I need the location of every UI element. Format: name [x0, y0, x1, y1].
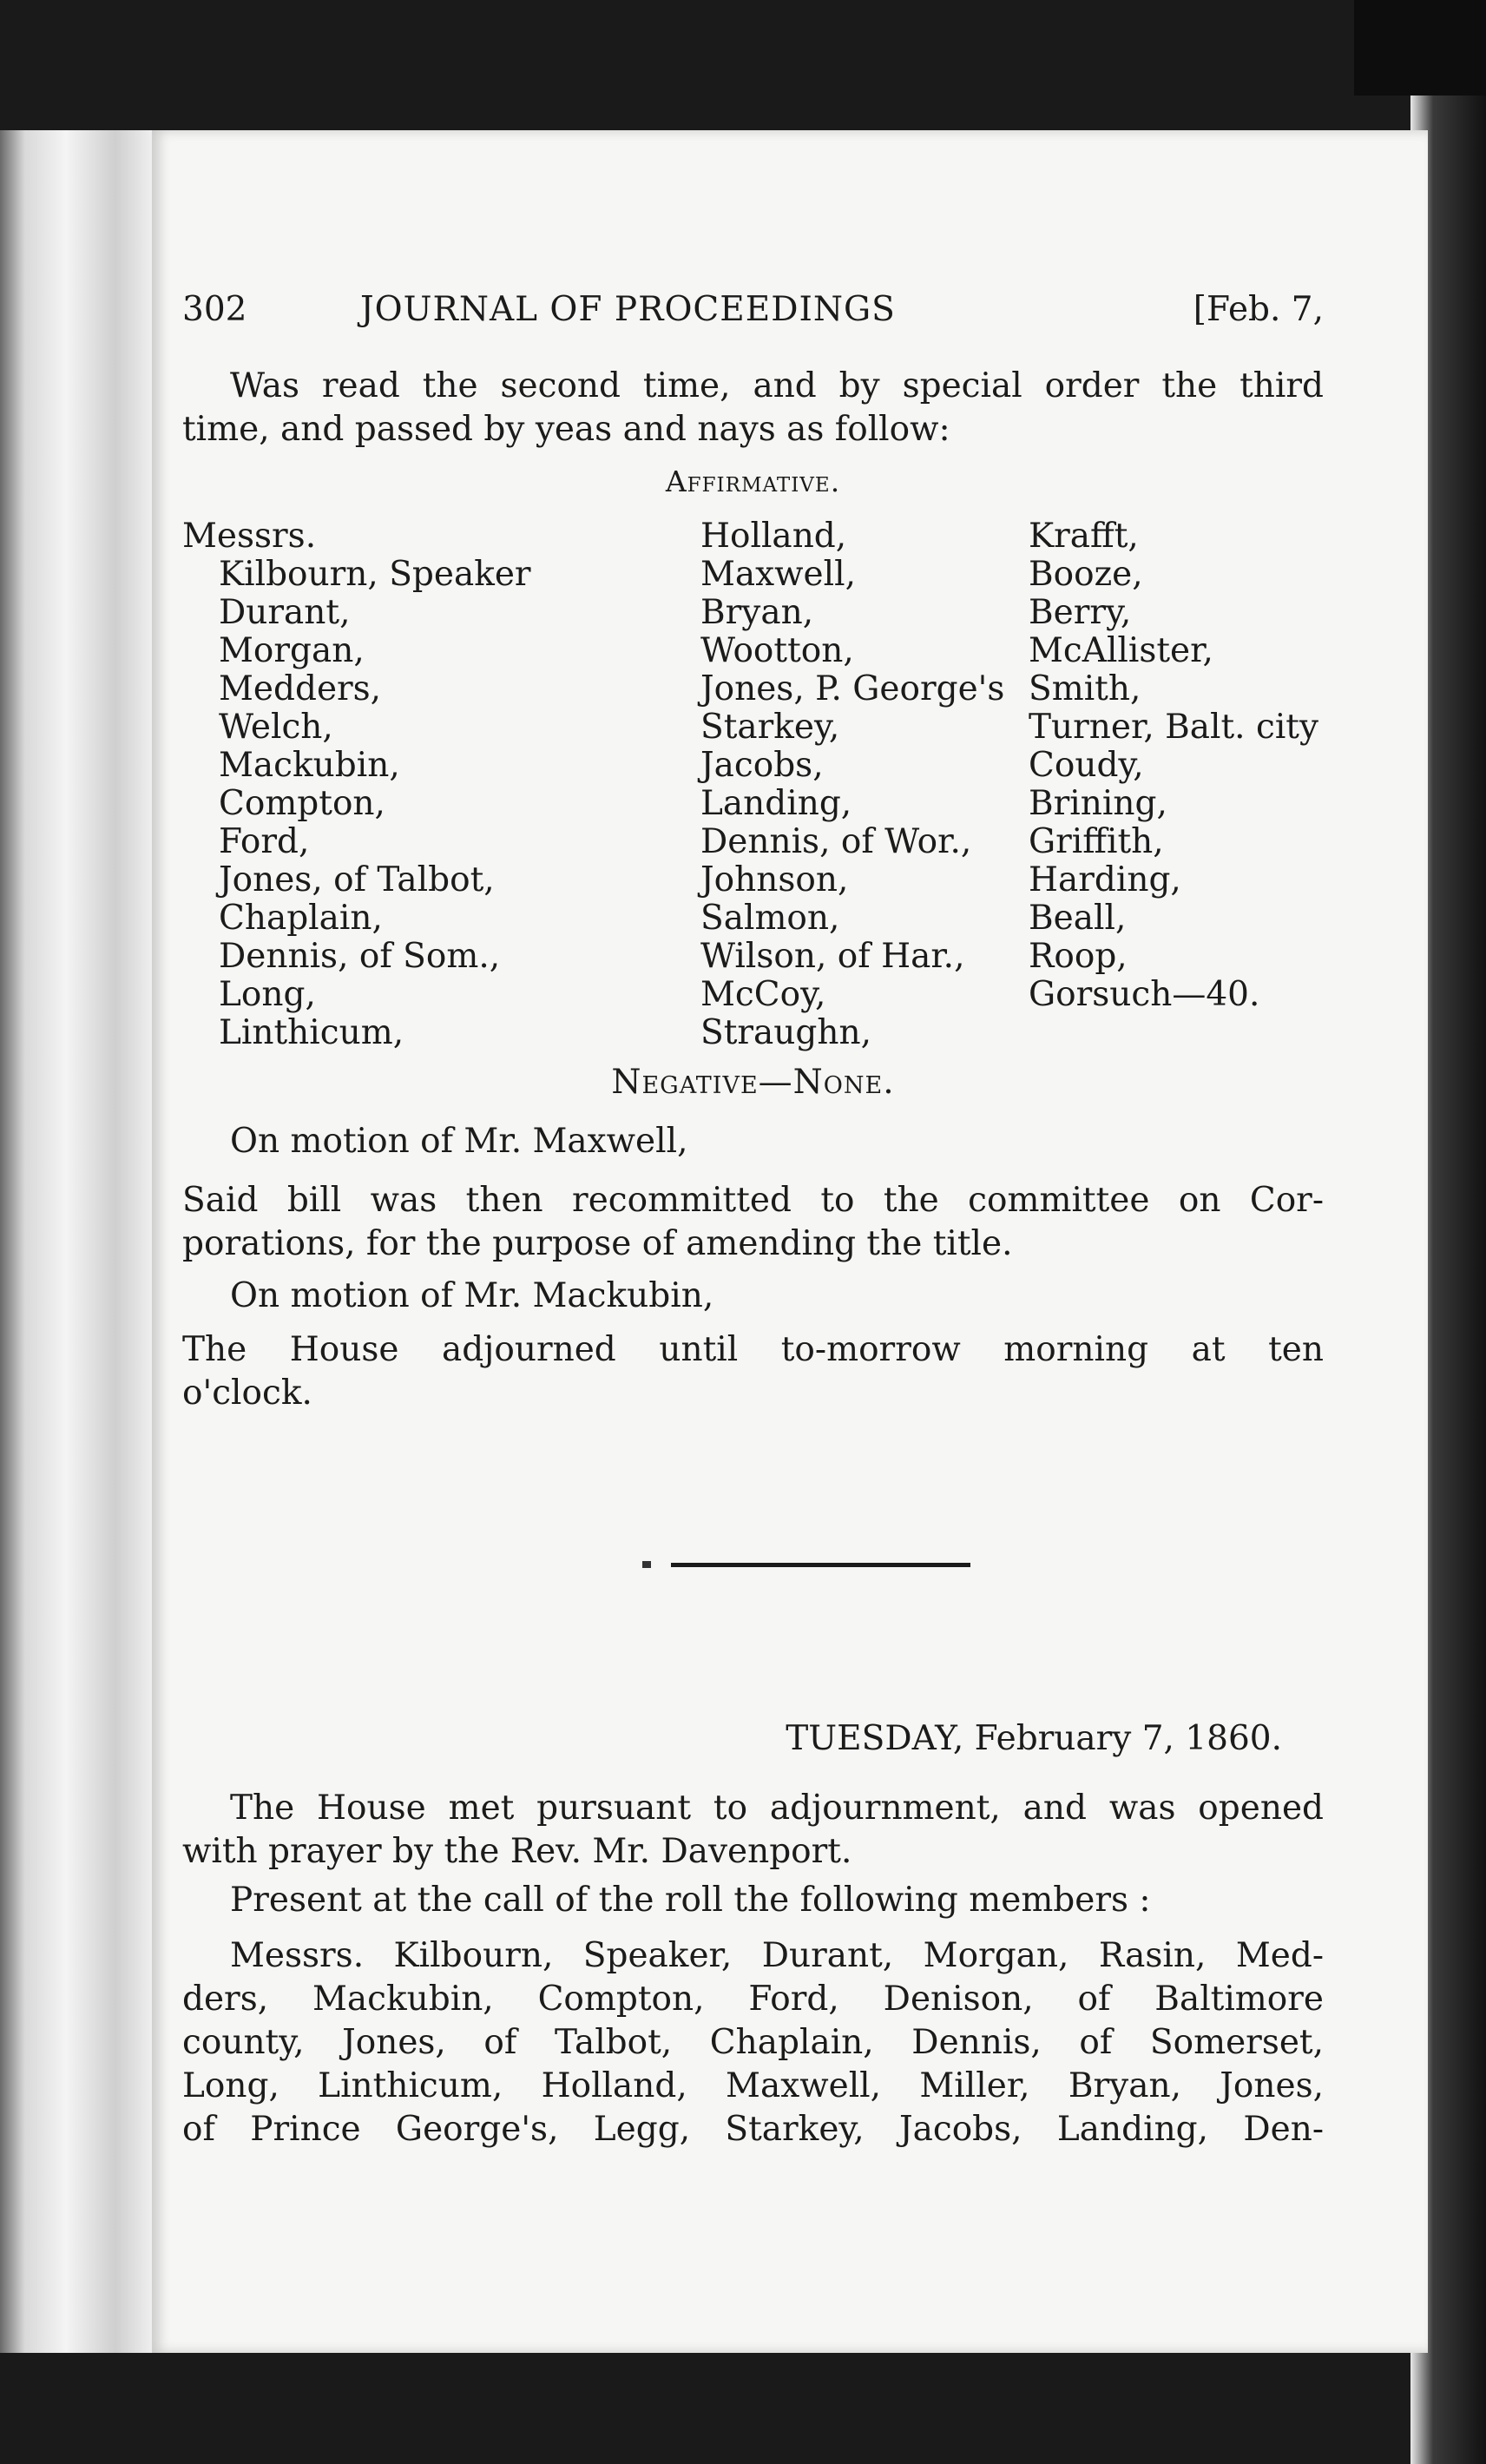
vote-name: Straughn, — [700, 1013, 871, 1052]
vote-name: Dennis, of Som., — [219, 937, 501, 976]
paragraph-line: Long, Linthicum, Holland, Maxwell, Miller, Bryan, Jones, — [182, 2066, 1324, 2105]
vote-name: Maxwell, — [700, 555, 856, 594]
paragraph-line: Said bill was then recommitted to the committee on Cor- — [182, 1181, 1324, 1220]
vote-name: Long, — [219, 975, 316, 1014]
paragraph-line: with prayer by the Rev. Mr. Davenport. — [182, 1832, 852, 1871]
paragraph-line: of Prince George's, Legg, Starkey, Jacobs, Landing, Den- — [182, 2110, 1324, 2149]
vote-column-1 — [182, 517, 531, 1052]
vote-name: Jacobs, — [700, 746, 824, 785]
running-title: JOURNAL OF PROCEEDINGS — [360, 290, 896, 329]
day-heading: TUESDAY, February 7, 1860. — [786, 1719, 1282, 1758]
paragraph-line: porations, for the purpose of amending the title. — [182, 1224, 1013, 1263]
present-line: Present at the call of the roll the following members : — [230, 1881, 1151, 1920]
paragraph-line: o'clock. — [182, 1374, 312, 1413]
vote-name: Roop, — [1029, 937, 1128, 976]
vote-column-2 — [700, 517, 1004, 1052]
paragraph-line: county, Jones, of Talbot, Chaplain, Dennis, of Somerset, — [182, 2023, 1324, 2062]
scan-background-corner — [1354, 0, 1486, 96]
vote-name: Durant, — [219, 593, 351, 632]
met-paragraph — [182, 1787, 1324, 1874]
vote-column-3 — [1029, 517, 1318, 1014]
vote-name: Landing, — [700, 784, 852, 823]
vote-name: Welch, — [219, 708, 333, 747]
negative-line: Negative—None. — [611, 1063, 895, 1102]
paragraph-line: Messrs. Kilbourn, Speaker, Durant, Morgan, Rasin, Med- — [230, 1936, 1324, 1975]
vote-name: Coudy, — [1029, 746, 1144, 785]
page-number: 302 — [182, 290, 247, 329]
vote-name: Jones, of Talbot, — [219, 860, 495, 899]
adjourn-paragraph — [182, 1328, 1324, 1415]
book-page-edges-left — [0, 130, 165, 2353]
vote-name: Kilbourn, Speaker — [219, 555, 531, 594]
vote-name: Berry, — [1029, 593, 1132, 632]
motion-mackubin: On motion of Mr. Mackubin, — [230, 1276, 714, 1315]
running-header — [182, 288, 1324, 332]
vote-name: Linthicum, — [219, 1013, 404, 1052]
vote-name: McAllister, — [1029, 631, 1213, 670]
vote-name: McCoy, — [700, 975, 826, 1014]
vote-name: Wootton, — [700, 631, 854, 670]
affirmative-heading: Affirmative. — [665, 464, 841, 498]
vote-name: Dennis, of Wor., — [700, 822, 972, 861]
paragraph-line: The House adjourned until to-morrow morning at ten — [182, 1330, 1324, 1369]
vote-name: Jones, P. George's — [700, 669, 1005, 708]
section-rule — [671, 1563, 970, 1567]
vote-name: Johnson, — [700, 860, 849, 899]
vote-name: Harding, — [1029, 860, 1181, 899]
vote-name: Salmon, — [700, 899, 840, 938]
vote-name: Beall, — [1029, 899, 1127, 938]
motion-maxwell: On motion of Mr. Maxwell, — [230, 1122, 688, 1161]
vote-name: Mackubin, — [219, 746, 400, 785]
vote-name: Ford, — [219, 822, 310, 861]
section-rule-ornament — [642, 1561, 651, 1568]
vote-name: Bryan, — [700, 593, 814, 632]
paragraph-line: Was read the second time, and by special order the third — [230, 366, 1324, 405]
vote-name: Medders, — [219, 669, 382, 708]
paragraph-line: The House met pursuant to adjournment, and was opened — [230, 1789, 1324, 1828]
vote-name: Messrs. — [182, 517, 317, 556]
recommit-paragraph — [182, 1179, 1324, 1266]
vote-name: Holland, — [700, 517, 847, 556]
vote-name: Starkey, — [700, 708, 840, 747]
vote-name: Compton, — [219, 784, 385, 823]
vote-name: Wilson, of Har., — [700, 937, 965, 976]
vote-name: Morgan, — [219, 631, 365, 670]
vote-name: Krafft, — [1029, 517, 1139, 556]
paragraph-line: time, and passed by yeas and nays as follow: — [182, 410, 950, 449]
vote-name: Smith, — [1029, 669, 1141, 708]
vote-name: Griffith, — [1029, 822, 1164, 861]
vote-name: Turner, Balt. city — [1029, 708, 1318, 747]
vote-name: Booze, — [1029, 555, 1143, 594]
header-date: [Feb. 7, — [1193, 290, 1324, 329]
roll-paragraph — [182, 1934, 1324, 2151]
vote-name: Gorsuch—40. — [1029, 975, 1260, 1014]
vote-name: Brining, — [1029, 784, 1167, 823]
vote-name: Chaplain, — [219, 899, 383, 938]
paragraph-line: ders, Mackubin, Compton, Ford, Denison, of Baltimore — [182, 1980, 1324, 2019]
reading-paragraph — [182, 365, 1324, 451]
